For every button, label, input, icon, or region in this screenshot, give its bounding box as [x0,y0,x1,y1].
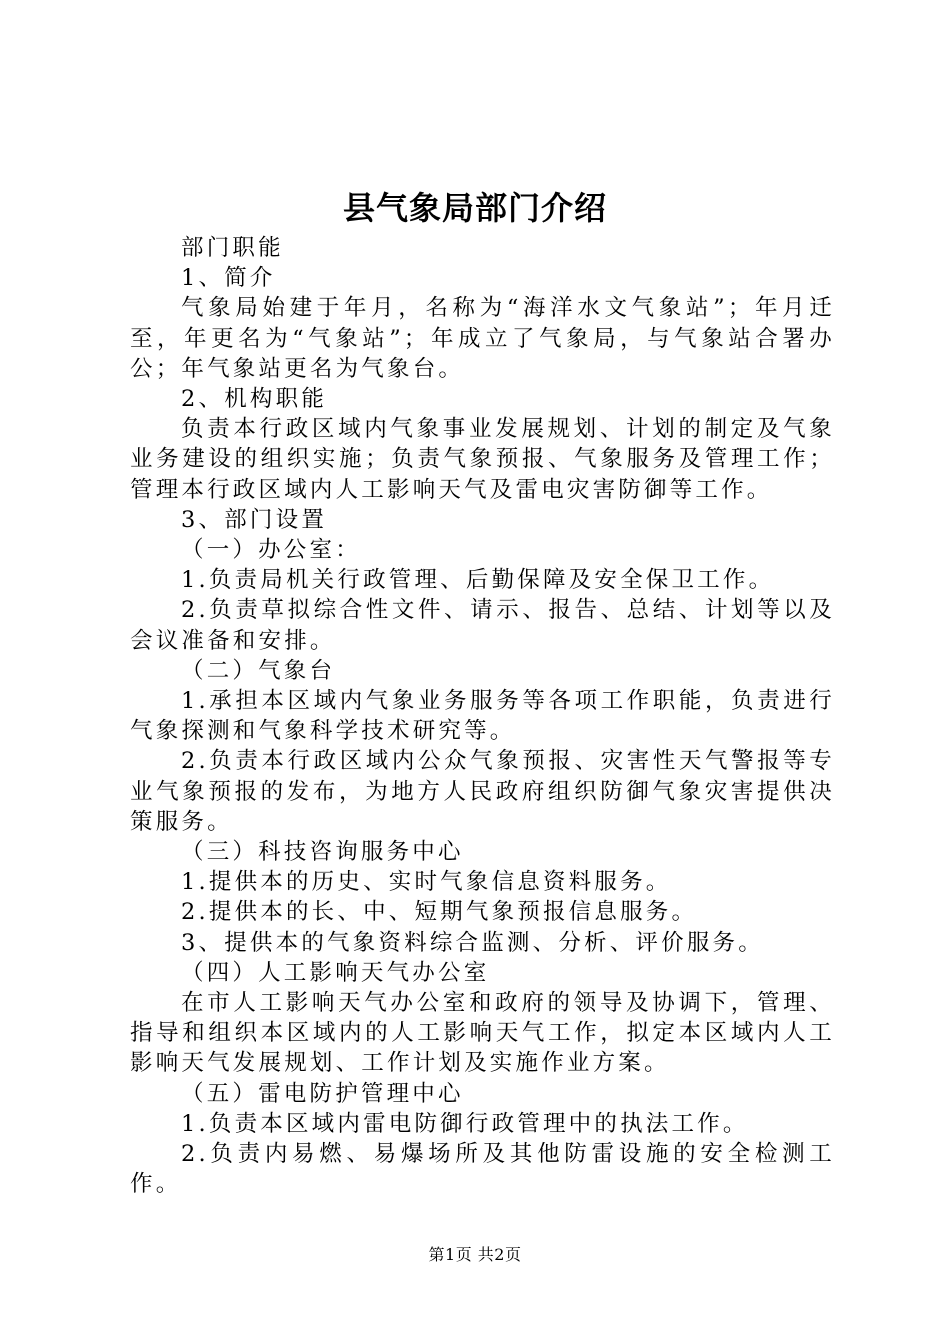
paragraph: 负责本行政区域内气象事业发展规划、计划的制定及气象业务建设的组织实施；负责气象预报、气象服务及管理工作；管理本行政区域内人工影响天气及雷电灾害防御等工作。 [130,416,835,503]
paragraph: 1、简介 [181,265,276,292]
paragraph: 在市人工影响天气办公室和政府的领导及协调下，管理、指导和组织本区域内的人工影响天气工作，拟定本区域内人工影响天气发展规划、工作计划及实施作业方案。 [130,990,835,1077]
paragraph: 部门职能 [181,235,284,261]
document-title: 县气象局部门介绍 [342,189,607,227]
paragraph: （一）办公室： [181,537,361,564]
paragraph: 2.提供本的长、中、短期气象预报信息服务。 [181,899,698,926]
page-footer: 第1页 共2页 [428,1245,522,1264]
paragraph: 1.提供本的历史、实时气象信息资料服务。 [181,869,672,896]
paragraph: 2、机构职能 [181,386,328,413]
paragraph: 2.负责本行政区域内公众气象预报、灾害性天气警报等专业气象预报的发布，为地方人民政府组织防御气象灾害提供决策服务。 [130,748,835,835]
paragraph: 1.负责本区域内雷电防御行政管理中的执法工作。 [181,1110,749,1137]
paragraph: （二）气象台 [181,657,336,684]
paragraph: 2.负责内易燃、易爆场所及其他防雷设施的安全检测工作。 [130,1141,835,1198]
paragraph: 2.负责草拟综合性文件、请示、报告、总结、计划等以及会议准备和安排。 [130,597,835,654]
document-body [130,233,835,1200]
paragraph: （三）科技咨询服务中心 [181,839,464,866]
paragraph: 3、提供本的气象资料综合监测、分析、评价服务。 [181,929,764,956]
paragraph: 3、部门设置 [181,506,328,533]
paragraph: （五）雷电防护管理中心 [181,1080,464,1107]
paragraph: （四）人工影响天气办公室 [181,959,490,986]
paragraph: 1.承担本区域内气象业务服务等各项工作职能，负责进行气象探测和气象科学技术研究等。 [130,688,835,745]
paragraph: 气象局始建于年月，名称为“海洋水文气象站”；年月迁至，年更名为“气象站”；年成立了气象局，与气象站合署办公；年气象站更名为气象台。 [130,295,835,382]
paragraph: 1.负责局机关行政管理、后勤保障及安全保卫工作。 [181,567,775,594]
